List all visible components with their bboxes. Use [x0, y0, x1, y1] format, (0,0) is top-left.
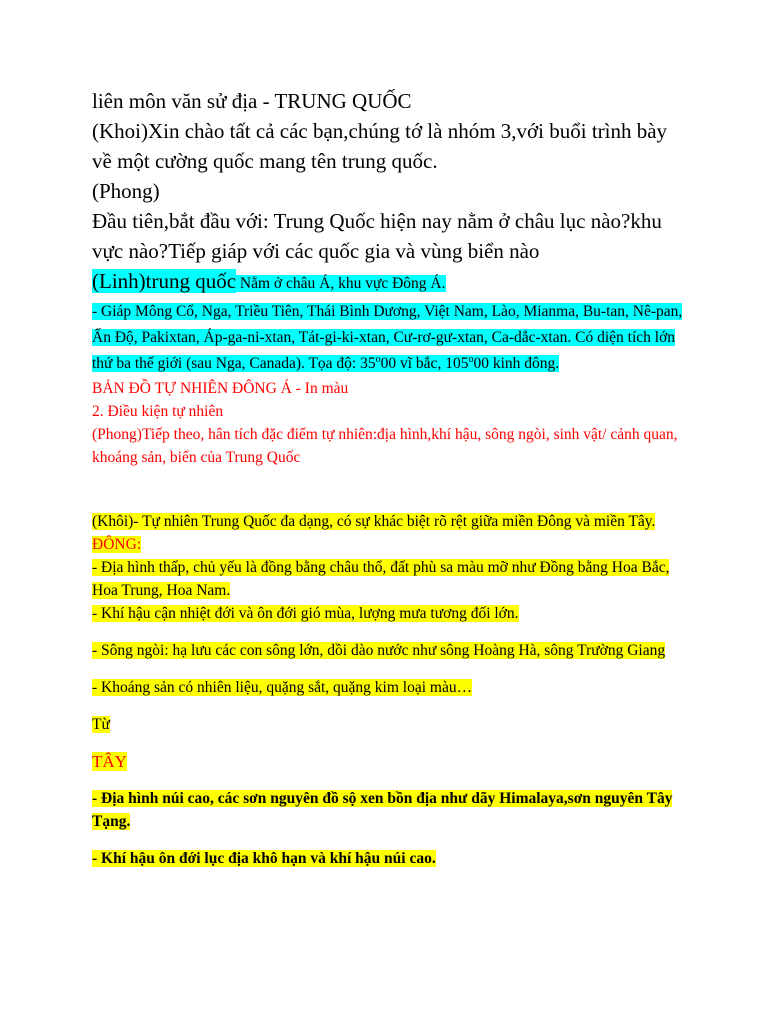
khoi-text: (Khôi)- Tự nhiên Trung Quốc đa dạng, có sự khác biệt rõ rệt giữa miền Đông và miền Tây.	[92, 513, 656, 530]
dong-heading: ĐÔNG:	[92, 536, 142, 553]
intro-paragraph: (Khoi)Xin chào tất cả các bạn,chúng tớ là nhóm 3,với buổi trình bày về một cường quốc mang tên trung quốc.	[92, 119, 668, 173]
linh-text: Nằm ở châu Á, khu vực Đông Á.	[236, 275, 446, 292]
tay-heading-line	[92, 750, 692, 773]
degree-sup-2: o	[468, 353, 474, 365]
dong-minerals: - Khoáng sản có nhiên liệu, quặng sắt, quặng kim loại màu…	[92, 679, 473, 696]
dong-rivers-paragraph	[92, 639, 692, 662]
border-text: - Giáp Mông Cổ, Nga, Triều Tiên, Thái Bình Dương, Việt Nam, Lào, Mianma, Bu-tan, Nê-pan, Ấn Độ, Pakixtan, Áp-ga-ni-xtan, Tát-gi-ki-xtan, Cư-rơ-gư-xtan, Ca-dắc-xtan. Có diện tích lớn thứ ba thế giới (sau Nga, Canada). Tọa độ: 35	[92, 303, 683, 372]
dong-terrain-paragraph	[92, 556, 692, 602]
dong-rivers: - Sông ngòi: hạ lưu các con sông lớn, dồi dào nước như sông Hoàng Hà, sông Trường Giang	[92, 642, 666, 659]
degree-sup-1: o	[375, 353, 381, 365]
border-paragraph	[92, 299, 692, 377]
doc-title: liên môn văn sử địa - TRUNG QUỐC	[92, 89, 412, 113]
document-page	[92, 86, 692, 870]
coord-end: 00 kinh đông.	[473, 355, 560, 372]
tay-climate: - Khí hậu ôn đới lục địa khô hạn và khí hậu núi cao.	[92, 850, 436, 867]
tay-terrain-paragraph	[92, 787, 692, 833]
question-paragraph: Đầu tiên,bắt đầu với: Trung Quốc hiện nay nằm ở châu lục nào?khu vực nào?Tiếp giáp với các quốc gia và vùng biển nào	[92, 209, 662, 263]
tu-text: Từ	[92, 716, 110, 733]
dong-climate-paragraph	[92, 602, 692, 625]
linh-paragraph	[92, 266, 692, 299]
dong-terrain: - Địa hình thấp, chủ yếu là đồng bằng châu thổ, đất phù sa màu mỡ như Đồng bằng Hoa Bắc, Hoa Trung, Hoa Nam.	[92, 559, 670, 599]
dong-climate: - Khí hậu cận nhiệt đới và ôn đới gió mùa, lượng mưa tương đối lớn.	[92, 605, 519, 622]
tay-terrain: - Địa hình núi cao, các sơn nguyên đồ sộ xen bồn địa như dãy Himalaya,sơn nguyên Tây Tạng.	[92, 790, 673, 830]
phong-label: (Phong)	[92, 179, 160, 203]
coord-mid: 00 vĩ bắc, 105	[380, 355, 469, 372]
dong-minerals-paragraph	[92, 676, 692, 699]
tay-climate-paragraph	[92, 847, 692, 870]
map-line: BẢN ĐỒ TỰ NHIÊN ĐÔNG Á - In màu	[92, 380, 349, 397]
linh-label: (Linh)trung quốc	[92, 269, 237, 293]
tu-paragraph	[92, 713, 692, 736]
khoi-paragraph	[92, 510, 692, 533]
section-heading-2: 2. Điều kiện tự nhiên	[92, 403, 224, 420]
dong-heading-line	[92, 533, 692, 556]
phong-paragraph-2: (Phong)Tiếp theo, hân tích đặc điểm tự nhiên:địa hình,khí hậu, sông ngòi, sinh vật/ cảnh quan, khoáng sản, biển của Trung Quốc	[92, 426, 678, 466]
tay-heading: TÂY	[92, 752, 127, 771]
